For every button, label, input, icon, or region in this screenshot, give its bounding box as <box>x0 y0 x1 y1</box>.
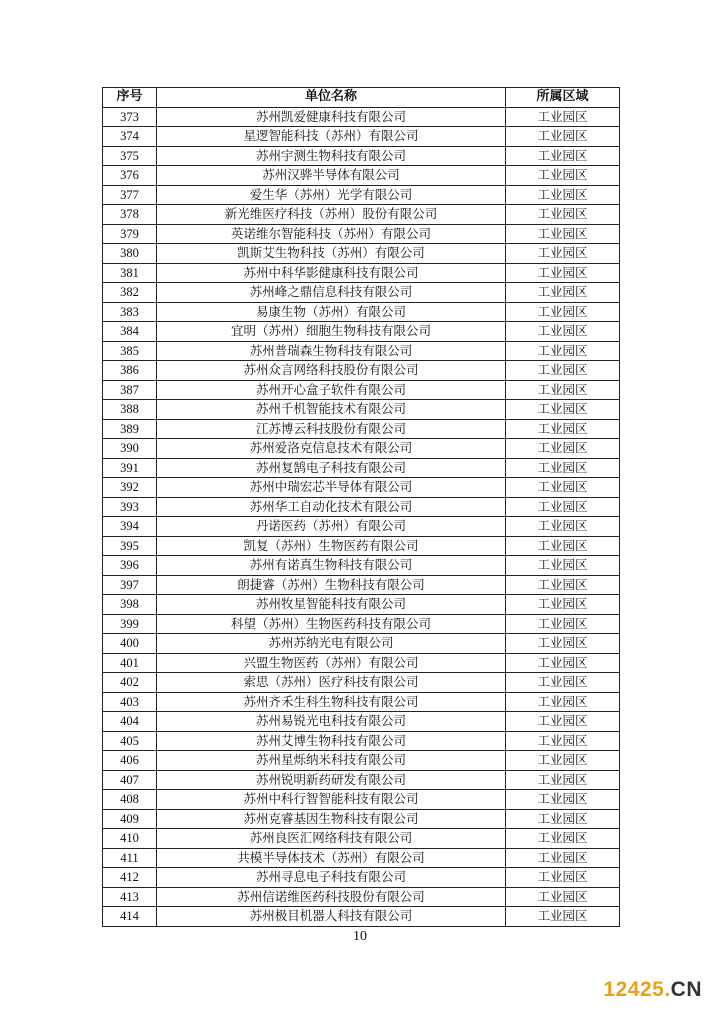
serial-number-cell: 392 <box>103 478 157 498</box>
company-name-cell: 星逻智能科技（苏州）有限公司 <box>157 127 506 147</box>
table-row <box>103 731 620 751</box>
company-name-cell: 苏州有诺真生物科技有限公司 <box>157 556 506 576</box>
region-cell: 工业园区 <box>506 712 620 732</box>
company-name-cell: 苏州宇测生物科技有限公司 <box>157 146 506 166</box>
table-row <box>103 146 620 166</box>
serial-number-cell: 413 <box>103 887 157 907</box>
region-cell: 工业园区 <box>506 283 620 303</box>
serial-number-cell: 405 <box>103 731 157 751</box>
table-row <box>103 244 620 264</box>
region-cell: 工业园区 <box>506 809 620 829</box>
region-cell: 工业园区 <box>506 868 620 888</box>
company-name-cell: 苏州中瑞宏芯半导体有限公司 <box>157 478 506 498</box>
watermark-suffix: CN <box>670 978 702 1001</box>
region-cell: 工业园区 <box>506 556 620 576</box>
region-cell: 工业园区 <box>506 244 620 264</box>
table-row <box>103 439 620 459</box>
serial-number-cell: 388 <box>103 400 157 420</box>
company-name-cell: 苏州克睿基因生物科技有限公司 <box>157 809 506 829</box>
watermark-digits: 12425 <box>603 978 665 1001</box>
company-name-cell: 宜明（苏州）细胞生物科技有限公司 <box>157 322 506 342</box>
serial-number-cell: 385 <box>103 341 157 361</box>
company-name-cell: 苏州峰之鼎信息科技有限公司 <box>157 283 506 303</box>
company-name-cell: 丹诺医药（苏州）有限公司 <box>157 517 506 537</box>
serial-number-cell: 381 <box>103 263 157 283</box>
company-name-cell: 苏州寻息电子科技有限公司 <box>157 868 506 888</box>
table-row <box>103 263 620 283</box>
table-row <box>103 809 620 829</box>
serial-number-cell: 374 <box>103 127 157 147</box>
region-cell: 工业园区 <box>506 322 620 342</box>
company-name-cell: 爱生华（苏州）光学有限公司 <box>157 185 506 205</box>
table-row <box>103 868 620 888</box>
serial-number-cell: 389 <box>103 419 157 439</box>
table-row <box>103 302 620 322</box>
company-name-cell: 兴盟生物医药（苏州）有限公司 <box>157 653 506 673</box>
serial-number-cell: 410 <box>103 829 157 849</box>
region-cell: 工业园区 <box>506 205 620 225</box>
table-row <box>103 478 620 498</box>
company-name-cell: 苏州开心盒子软件有限公司 <box>157 380 506 400</box>
company-name-cell: 苏州普瑞森生物科技有限公司 <box>157 341 506 361</box>
table-row <box>103 185 620 205</box>
serial-number-cell: 390 <box>103 439 157 459</box>
table-row <box>103 653 620 673</box>
table-body <box>103 107 620 926</box>
company-name-cell: 易康生物（苏州）有限公司 <box>157 302 506 322</box>
table-row <box>103 751 620 771</box>
company-name-cell: 苏州中科华影健康科技有限公司 <box>157 263 506 283</box>
serial-number-cell: 409 <box>103 809 157 829</box>
region-cell: 工业园区 <box>506 848 620 868</box>
serial-number-cell: 403 <box>103 692 157 712</box>
table-row <box>103 673 620 693</box>
serial-number-cell: 378 <box>103 205 157 225</box>
page-number: 10 <box>353 929 367 944</box>
region-cell: 工业园区 <box>506 341 620 361</box>
serial-number-cell: 376 <box>103 166 157 186</box>
region-cell: 工业园区 <box>506 361 620 381</box>
region-cell: 工业园区 <box>506 907 620 927</box>
serial-number-cell: 382 <box>103 283 157 303</box>
region-cell: 工业园区 <box>506 731 620 751</box>
header-region: 所属区域 <box>506 88 620 108</box>
company-name-cell: 苏州爱洛克信息技术有限公司 <box>157 439 506 459</box>
serial-number-cell: 377 <box>103 185 157 205</box>
company-name-cell: 苏州复鹄电子科技有限公司 <box>157 458 506 478</box>
region-cell: 工业园区 <box>506 107 620 127</box>
region-cell: 工业园区 <box>506 146 620 166</box>
serial-number-cell: 400 <box>103 634 157 654</box>
company-name-cell: 苏州易锐光电科技有限公司 <box>157 712 506 732</box>
serial-number-cell: 412 <box>103 868 157 888</box>
region-cell: 工业园区 <box>506 185 620 205</box>
serial-number-cell: 393 <box>103 497 157 517</box>
serial-number-cell: 395 <box>103 536 157 556</box>
region-cell: 工业园区 <box>506 478 620 498</box>
table-row <box>103 634 620 654</box>
company-table <box>102 87 620 927</box>
region-cell: 工业园区 <box>506 634 620 654</box>
serial-number-cell: 391 <box>103 458 157 478</box>
company-name-cell: 英诺维尔智能科技（苏州）有限公司 <box>157 224 506 244</box>
table-row <box>103 322 620 342</box>
region-cell: 工业园区 <box>506 400 620 420</box>
serial-number-cell: 401 <box>103 653 157 673</box>
region-cell: 工业园区 <box>506 887 620 907</box>
header-serial-number: 序号 <box>103 88 157 108</box>
company-name-cell: 凯斯艾生物科技（苏州）有限公司 <box>157 244 506 264</box>
region-cell: 工业园区 <box>506 166 620 186</box>
serial-number-cell: 406 <box>103 751 157 771</box>
serial-number-cell: 404 <box>103 712 157 732</box>
serial-number-cell: 379 <box>103 224 157 244</box>
table-row <box>103 224 620 244</box>
region-cell: 工业园区 <box>506 829 620 849</box>
region-cell: 工业园区 <box>506 692 620 712</box>
serial-number-cell: 397 <box>103 575 157 595</box>
region-cell: 工业园区 <box>506 302 620 322</box>
table-header-row <box>103 88 620 108</box>
company-name-cell: 苏州苏纳光电有限公司 <box>157 634 506 654</box>
table-row <box>103 458 620 478</box>
company-name-cell: 苏州牧星智能科技有限公司 <box>157 595 506 615</box>
company-name-cell: 朗捷睿（苏州）生物科技有限公司 <box>157 575 506 595</box>
region-cell: 工业园区 <box>506 790 620 810</box>
company-name-cell: 共模半导体技术（苏州）有限公司 <box>157 848 506 868</box>
table-row <box>103 595 620 615</box>
region-cell: 工业园区 <box>506 575 620 595</box>
table-row <box>103 770 620 790</box>
region-cell: 工业园区 <box>506 653 620 673</box>
region-cell: 工业园区 <box>506 380 620 400</box>
serial-number-cell: 373 <box>103 107 157 127</box>
serial-number-cell: 386 <box>103 361 157 381</box>
serial-number-cell: 408 <box>103 790 157 810</box>
table-row <box>103 127 620 147</box>
serial-number-cell: 402 <box>103 673 157 693</box>
serial-number-cell: 387 <box>103 380 157 400</box>
serial-number-cell: 394 <box>103 517 157 537</box>
region-cell: 工业园区 <box>506 224 620 244</box>
table-row <box>103 692 620 712</box>
table-row <box>103 614 620 634</box>
company-name-cell: 苏州艾博生物科技有限公司 <box>157 731 506 751</box>
company-name-cell: 新光维医疗科技（苏州）股份有限公司 <box>157 205 506 225</box>
table-row <box>103 712 620 732</box>
region-cell: 工业园区 <box>506 673 620 693</box>
region-cell: 工业园区 <box>506 439 620 459</box>
company-name-cell: 江苏博云科技股份有限公司 <box>157 419 506 439</box>
table-row <box>103 341 620 361</box>
table-row <box>103 517 620 537</box>
serial-number-cell: 380 <box>103 244 157 264</box>
company-name-cell: 苏州锐明新药研发有限公司 <box>157 770 506 790</box>
table-row <box>103 575 620 595</box>
company-name-cell: 索思（苏州）医疗科技有限公司 <box>157 673 506 693</box>
table-row <box>103 848 620 868</box>
serial-number-cell: 384 <box>103 322 157 342</box>
serial-number-cell: 411 <box>103 848 157 868</box>
table-row <box>103 283 620 303</box>
region-cell: 工业园区 <box>506 595 620 615</box>
serial-number-cell: 375 <box>103 146 157 166</box>
company-name-cell: 苏州齐禾生科生物科技有限公司 <box>157 692 506 712</box>
region-cell: 工业园区 <box>506 614 620 634</box>
company-name-cell: 苏州星烁纳米科技有限公司 <box>157 751 506 771</box>
table-row <box>103 400 620 420</box>
watermark-dot: . <box>664 978 671 1001</box>
region-cell: 工业园区 <box>506 536 620 556</box>
region-cell: 工业园区 <box>506 127 620 147</box>
company-name-cell: 凯复（苏州）生物医药有限公司 <box>157 536 506 556</box>
company-name-cell: 苏州极目机器人科技有限公司 <box>157 907 506 927</box>
table-row <box>103 361 620 381</box>
table-row <box>103 419 620 439</box>
company-name-cell: 苏州中科行智智能科技有限公司 <box>157 790 506 810</box>
serial-number-cell: 396 <box>103 556 157 576</box>
serial-number-cell: 399 <box>103 614 157 634</box>
serial-number-cell: 398 <box>103 595 157 615</box>
serial-number-cell: 414 <box>103 907 157 927</box>
region-cell: 工业园区 <box>506 263 620 283</box>
region-cell: 工业园区 <box>506 497 620 517</box>
header-company-name: 单位名称 <box>157 88 506 108</box>
serial-number-cell: 407 <box>103 770 157 790</box>
company-name-cell: 苏州汉骅半导体有限公司 <box>157 166 506 186</box>
region-cell: 工业园区 <box>506 419 620 439</box>
region-cell: 工业园区 <box>506 517 620 537</box>
table-row <box>103 887 620 907</box>
table-row <box>103 790 620 810</box>
table-row <box>103 166 620 186</box>
company-name-cell: 苏州千机智能技术有限公司 <box>157 400 506 420</box>
region-cell: 工业园区 <box>506 751 620 771</box>
region-cell: 工业园区 <box>506 770 620 790</box>
serial-number-cell: 383 <box>103 302 157 322</box>
table-row <box>103 556 620 576</box>
company-name-cell: 苏州凯爱健康科技有限公司 <box>157 107 506 127</box>
company-name-cell: 苏州良医汇网络科技有限公司 <box>157 829 506 849</box>
company-name-cell: 苏州信诺维医药科技股份有限公司 <box>157 887 506 907</box>
table-row <box>103 205 620 225</box>
site-watermark-logo <box>603 978 702 1002</box>
company-name-cell: 苏州华工自动化技术有限公司 <box>157 497 506 517</box>
region-cell: 工业园区 <box>506 458 620 478</box>
table-row <box>103 497 620 517</box>
table-row <box>103 907 620 927</box>
table-row <box>103 536 620 556</box>
company-name-cell: 苏州众言网络科技股份有限公司 <box>157 361 506 381</box>
table-row <box>103 380 620 400</box>
table-row <box>103 829 620 849</box>
company-name-cell: 科望（苏州）生物医药科技有限公司 <box>157 614 506 634</box>
table-row <box>103 107 620 127</box>
